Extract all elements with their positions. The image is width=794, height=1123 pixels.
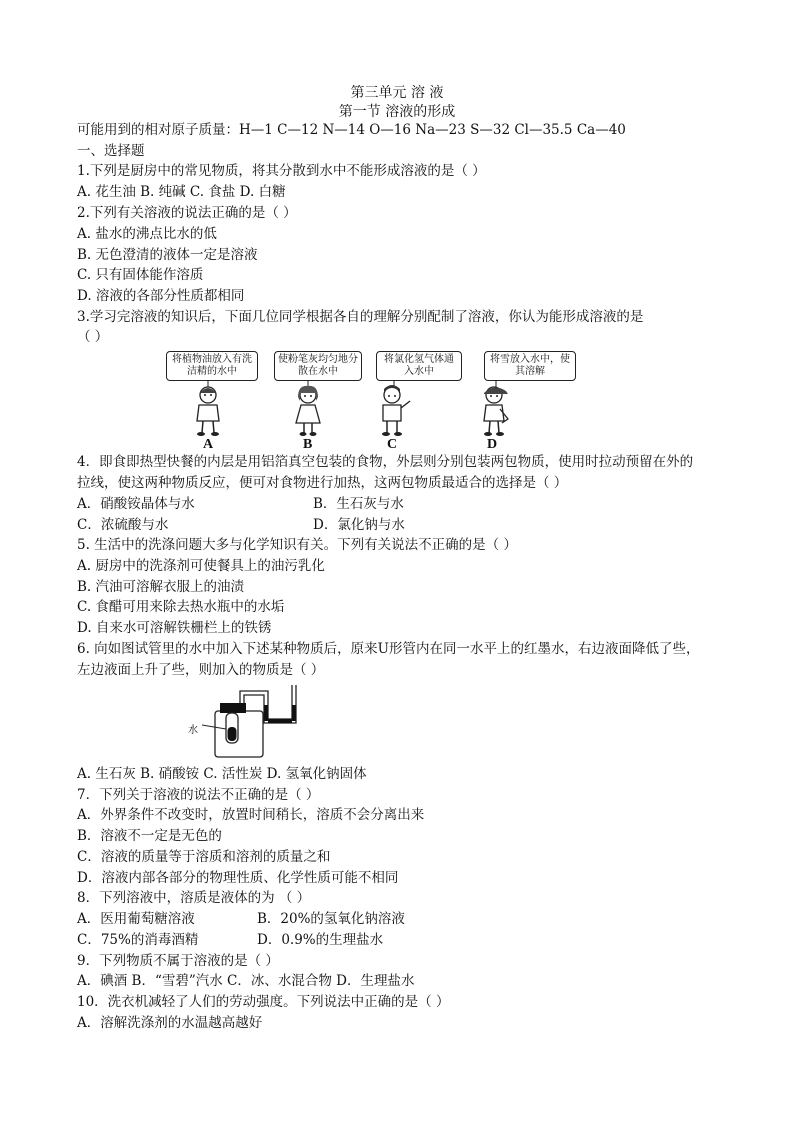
- option: A．硝酸铵晶体与水: [77, 496, 195, 512]
- speech-bubble: 将植物油放入有洗洁精的水中: [166, 351, 258, 381]
- option: D．0.9%的生理盐水: [257, 932, 384, 948]
- option: B. 汽油可溶解衣服上的油渍: [77, 579, 245, 595]
- option: B．生石灰与水: [313, 496, 404, 512]
- option: B．20%的氢氧化钠溶液: [257, 911, 405, 927]
- atomic-masses: 可能用到的相对原子质量：H—1 C—12 N—14 O—16 Na—23 S—32 Cl—35.5 Ca—40: [77, 122, 626, 138]
- option: D．溶液内部各部分的物理性质、化学性质可能不相同: [77, 870, 399, 886]
- speech-bubble: 使粉笔灰均匀地分散在水中: [274, 351, 362, 381]
- question-stem: 拉线，使这两种物质反应，便可对食物进行加热，这两包物质最适合的选择是（ ）: [77, 475, 568, 491]
- question-stem: 9．下列物质不属于溶液的是（ ）: [77, 953, 279, 969]
- option: A．溶解洗涤剂的水温越高越好: [77, 1015, 263, 1031]
- section-title: 第一节 溶液的形成: [338, 104, 456, 120]
- options-line: A. 花生油 B. 纯碱 C. 食盐 D. 白糖: [77, 184, 286, 200]
- option: B．溶液不一定是无色的: [77, 828, 222, 844]
- question-stem: 5. 生活中的洗涤问题大多与化学知识有关。下列有关说法不正确的是（ ）: [77, 537, 517, 553]
- figure-label: A: [203, 437, 214, 452]
- option: C．溶液的质量等于溶质和溶剂的质量之和: [77, 849, 331, 865]
- question-stem: 3.学习完溶液的知识后，下面几位同学根据各自的理解分别配制了溶液，你认为能形成溶液的是: [77, 309, 644, 325]
- question-stem: 左边液面上升了些，则加入的物质是（ ）: [77, 662, 325, 678]
- speech-bubble: 将氯化氢气体通入水中: [376, 351, 462, 381]
- figure-label: B: [303, 437, 313, 452]
- student-icon: [372, 381, 416, 437]
- speech-bubble: 将雪放入水中，使其溶解: [484, 351, 576, 381]
- option: A．外界条件不改变时，放置时间稍长，溶质不会分离出来: [77, 807, 425, 823]
- student-icon: [288, 381, 328, 437]
- question-stem: 6. 向如图试管里的水中加入下述某种物质后，原来U形管内在同一水平上的红墨水，右边液面降低了些，: [77, 641, 700, 657]
- option: D. 自来水可溶解铁栅栏上的铁锈: [77, 620, 272, 636]
- u-tube-apparatus-icon: [198, 683, 308, 763]
- unit-title: 第三单元 溶 液: [350, 85, 444, 101]
- water-label: 水: [188, 725, 198, 736]
- options-line: A．碘酒 B．“雪碧”汽水 C．冰、水混合物 D．生理盐水: [77, 973, 415, 989]
- question-stem: （ ）: [77, 329, 109, 345]
- figure-label: C: [387, 437, 398, 452]
- option: A. 厨房中的洗涤剂可使餐具上的油污乳化: [77, 558, 325, 574]
- option: C. 食醋可用来除去热水瓶中的水垢: [77, 599, 285, 615]
- option: C. 只有固体能作溶质: [77, 267, 204, 283]
- question-stem: 7．下列关于溶液的说法不正确的是（ ）: [77, 787, 320, 803]
- options-line: A. 生石灰 B. 硝酸铵 C. 活性炭 D. 氢氧化钠固体: [77, 766, 367, 782]
- option: A. 盐水的沸点比水的低: [77, 226, 217, 242]
- question-stem: 8．下列溶液中，溶质是液体的为 （ ）: [77, 890, 311, 906]
- option: A．医用葡萄糖溶液: [77, 911, 195, 927]
- figure-label: D: [487, 437, 498, 452]
- option: C．75%的消毒酒精: [77, 932, 199, 948]
- option: C．浓硫酸与水: [77, 517, 169, 533]
- option: D. 溶液的各部分性质都相同: [77, 288, 245, 304]
- question-stem: 2.下列有关溶液的说法正确的是（ ）: [77, 205, 297, 221]
- question-stem: 4．即食即热型快餐的内层是用铝箔真空包装的食物，外层则分别包装两包物质，使用时拉动预留在外的: [77, 454, 694, 470]
- option: D．氯化钠与水: [313, 517, 405, 533]
- option: B. 无色澄清的液体一定是溶液: [77, 247, 258, 263]
- question-stem: 1.下列是厨房中的常见物质，将其分散到水中不能形成溶液的是（ ）: [77, 163, 486, 179]
- question-stem: 10．洗衣机减轻了人们的劳动强度。下列说法中正确的是（ ）: [77, 994, 450, 1010]
- student-icon: [474, 381, 518, 437]
- part-heading: 一、选择题: [77, 143, 145, 159]
- student-icon: [188, 381, 228, 437]
